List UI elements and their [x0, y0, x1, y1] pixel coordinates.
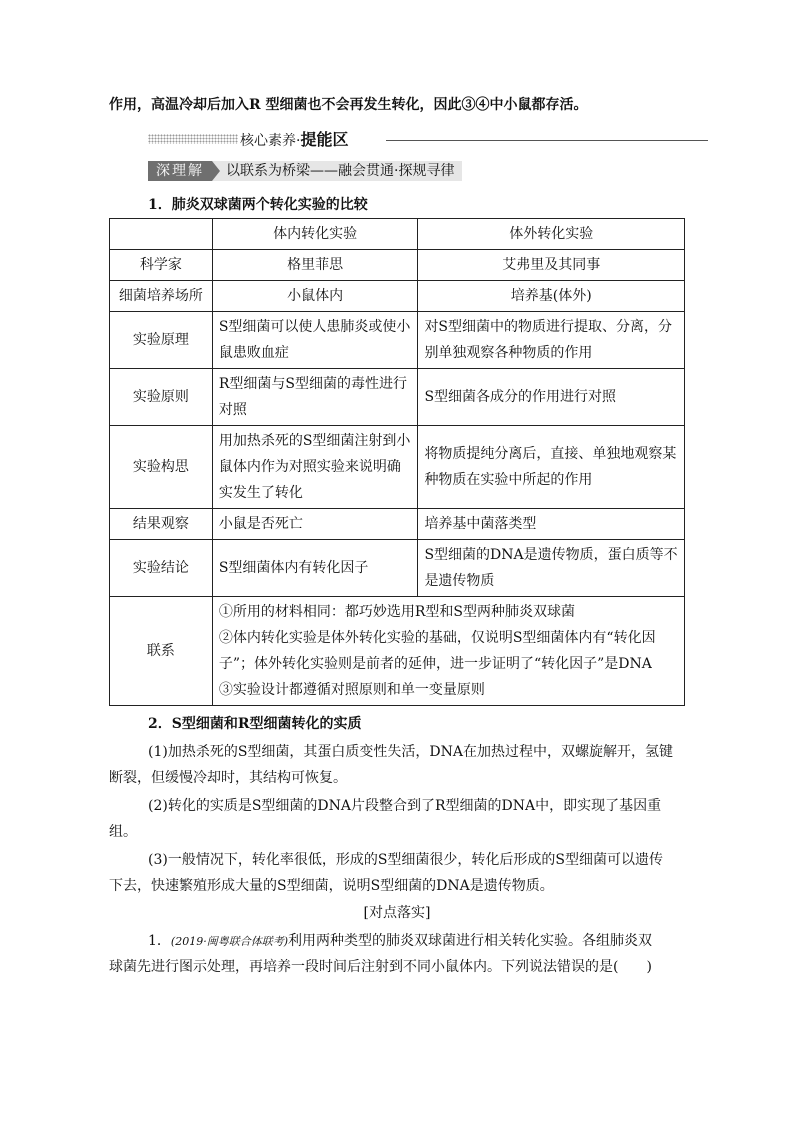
- table-cell: 结果观察: [110, 509, 213, 540]
- table-row: [110, 312, 685, 369]
- tag-arrow: [212, 161, 220, 181]
- link-line-2: ②体内转化实验是体外转化实验的基础，仅说明S型细菌体内有“转化因子”；体外转化实验则是前者的延伸，进一步证明了“转化因子”是DNA: [218, 630, 656, 672]
- question-text: 利用两种类型的肺炎双球菌进行相关转化实验。各组肺炎双: [288, 933, 652, 949]
- practice-title: [对点落实]: [363, 905, 431, 921]
- table-cell: 实验结论: [110, 540, 213, 597]
- continued-text: 作用，高温冷却后加入R 型细菌也不会再发生转化，因此③④中小鼠都存活。: [109, 97, 588, 113]
- table-row: [110, 369, 685, 426]
- table-cell: 科学家: [110, 250, 213, 281]
- paragraph-2-line-2: 组。: [109, 824, 137, 840]
- comparison-table: [109, 218, 685, 706]
- table-row: [110, 250, 685, 281]
- tag-label: 深理解: [148, 161, 212, 181]
- paragraph-3-line-1: (3)一般情况下，转化率很低，形成的S型细菌很少，转化后形成的S型细菌可以遗传: [148, 852, 664, 868]
- table-row-link: [110, 597, 685, 706]
- table-cell: S型细菌各成分的作用进行对照: [418, 369, 685, 426]
- table-cell: 细菌培养场所: [110, 281, 213, 312]
- table-row: [110, 281, 685, 312]
- paragraph-2-line-1: (2)转化的实质是S型细菌的DNA片段整合到了R型细菌的DNA中，即实现了基因重: [148, 798, 662, 814]
- table-header-cell: 体外转化实验: [418, 219, 685, 250]
- table-cell: S型细菌可以使人患肺炎或使小鼠患败血症: [212, 312, 418, 369]
- section-title-b: 提能区: [300, 130, 349, 149]
- heading-2: 2．S型细菌和R型细菌转化的实质: [148, 716, 362, 732]
- question-1-line-2: 球菌先进行图示处理，再培养一段时间后注射到不同小鼠体内。下列说法错误的是( ): [109, 959, 652, 975]
- table-cell: 实验原则: [110, 369, 213, 426]
- table-cell: S型细菌体内有转化因子: [212, 540, 418, 597]
- paragraph-1-line-1: (1)加热杀死的S型细菌，其蛋白质变性失活，DNA在加热过程中，双螺旋解开，氢键: [148, 744, 674, 760]
- table-cell: S型细菌的DNA是遗传物质，蛋白质等不是遗传物质: [418, 540, 685, 597]
- table-cell: 对S型细菌中的物质进行提取、分离，分别单独观察各种物质的作用: [418, 312, 685, 369]
- table-cell: 小鼠体内: [212, 281, 418, 312]
- tag-text: 以联系为桥梁——融会贯通·探规寻律: [226, 163, 455, 179]
- table-cell: 格里菲思: [212, 250, 418, 281]
- table-cell: 培养基(体外): [418, 281, 685, 312]
- section-title: [240, 130, 348, 151]
- link-cell: [212, 597, 684, 706]
- table-row: [110, 509, 685, 540]
- table-cell: 培养基中菌落类型: [418, 509, 685, 540]
- section-rule: [386, 140, 708, 141]
- table-row: [110, 540, 685, 597]
- table-cell: 小鼠是否死亡: [212, 509, 418, 540]
- table-cell: 艾弗里及其同事: [418, 250, 685, 281]
- table-header-cell: [110, 219, 213, 250]
- table-row: [110, 426, 685, 509]
- table-cell: 实验构思: [110, 426, 213, 509]
- heading-1: 1．肺炎双球菌两个转化实验的比较: [148, 197, 368, 213]
- table-cell: 将物质提纯分离后，直接、单独地观察某种物质在实验中所起的作用: [418, 426, 685, 509]
- table-cell: 联系: [110, 597, 213, 706]
- table-header-cell: 体内转化实验: [212, 219, 418, 250]
- link-line-1: ①所用的材料相同：都巧妙选用R型和S型两种肺炎双球菌: [218, 604, 575, 620]
- paragraph-3-line-2: 下去，快速繁殖形成大量的S型细菌，说明S型细菌的DNA是遗传物质。: [109, 878, 554, 894]
- table-cell: R型细菌与S型细菌的毒性进行对照: [212, 369, 418, 426]
- question-source: (2019·闽粤联合体联考): [170, 935, 288, 948]
- table-cell: 用加热杀死的S型细菌注射到小鼠体内作为对照实验来说明确实发生了转化: [212, 426, 418, 509]
- paragraph-1-line-2: 断裂，但缓慢冷却时，其结构可恢复。: [109, 770, 347, 786]
- section-dot-pattern: [148, 134, 238, 144]
- question-1-line-1: [148, 931, 652, 952]
- question-number: 1．: [148, 933, 171, 949]
- section-title-a: 核心素养·: [240, 133, 301, 149]
- link-line-3: ③实验设计都遵循对照原则和单一变量原则: [218, 682, 485, 698]
- table-header-row: [110, 219, 685, 250]
- table-cell: 实验原理: [110, 312, 213, 369]
